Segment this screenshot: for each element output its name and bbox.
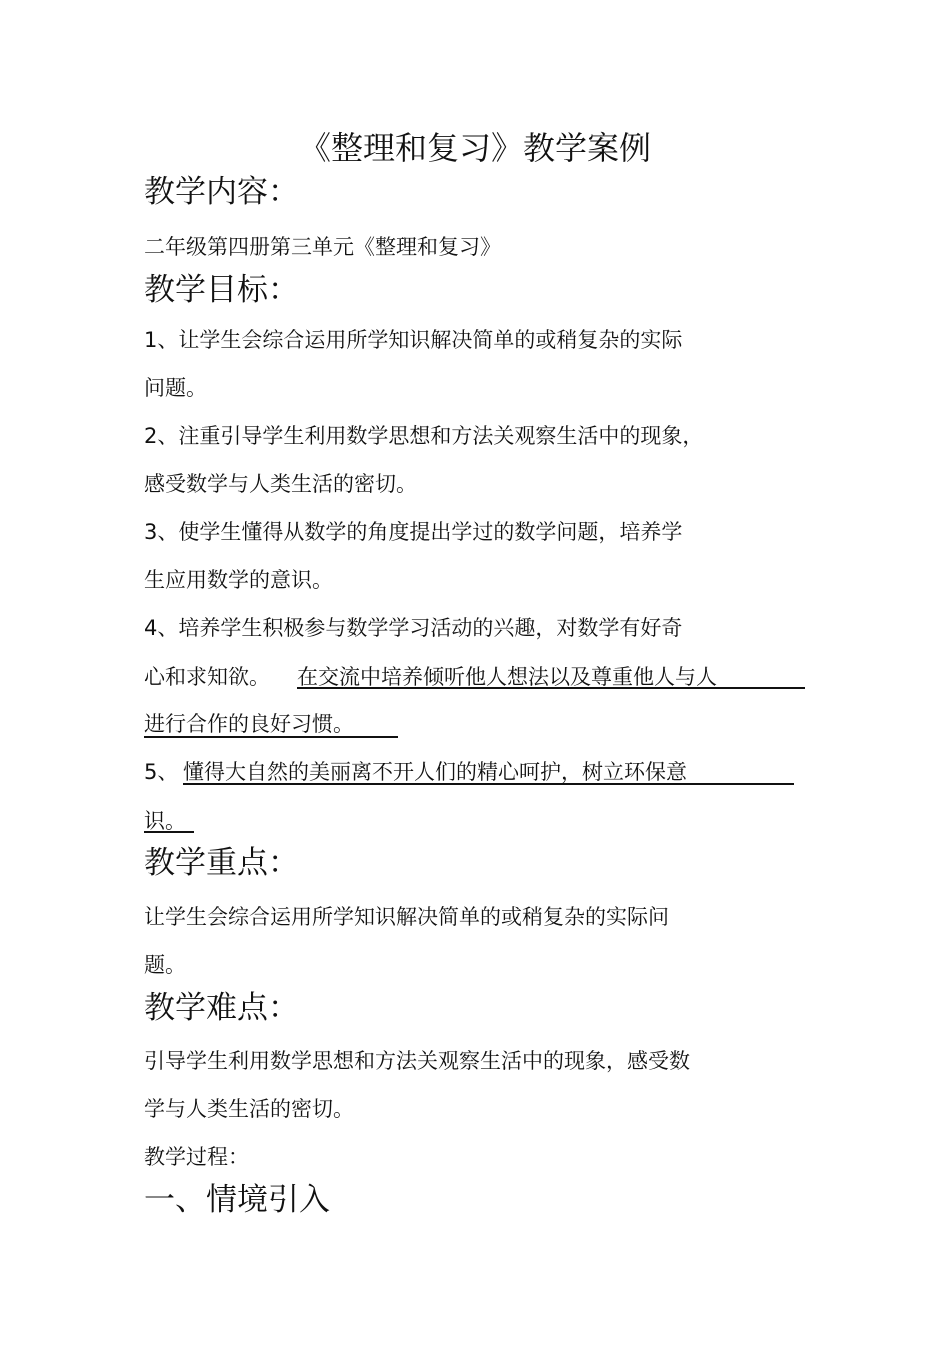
- key-points-line-1: 让学生会综合运用所学知识解决简单的或稍复杂的实际问: [144, 905, 669, 929]
- goal-4-line-2-underlined: 在交流中培养倾听他人想法以及尊重他人与人: [297, 665, 717, 689]
- underline-goal-5-line-2: [144, 831, 194, 833]
- goal-2-line-1: 2、注重引导学生利用数学思想和方法关观察生活中的现象，: [144, 424, 704, 448]
- goal-4-line-1: 4、培养学生积极参与数学学习活动的兴趣，对数学有好奇: [144, 616, 683, 640]
- process-label: 教学过程：: [144, 1145, 249, 1169]
- goal-5-line-1-underlined: 懂得大自然的美丽离不开人们的精心呵护，树立环保意: [183, 760, 687, 784]
- difficulties-line-2: 学与人类生活的密切。: [144, 1097, 354, 1121]
- goals-heading: 教学目标：: [144, 272, 299, 308]
- content-text: 二年级第四册第三单元《整理和复习》: [144, 235, 501, 259]
- underline-goal-4-line-3: [144, 736, 398, 738]
- difficulties-line-1: 引导学生利用数学思想和方法关观察生活中的现象，感受数: [144, 1049, 690, 1073]
- goal-1-line-2: 问题。: [144, 376, 207, 400]
- goal-4-line-3-underlined: 进行合作的良好习惯。: [144, 712, 354, 736]
- content-heading: 教学内容：: [144, 174, 299, 210]
- goal-4-line-2-plain: 心和求知欲。: [144, 665, 270, 689]
- key-points-line-2: 题。: [144, 953, 186, 977]
- process-step-1-heading: 一、情境引入: [144, 1182, 330, 1218]
- key-points-heading: 教学重点：: [144, 845, 299, 881]
- goal-1-line-1: 1、让学生会综合运用所学知识解决简单的或稍复杂的实际: [144, 328, 683, 352]
- difficulties-heading: 教学难点：: [144, 990, 299, 1026]
- goal-2-line-2: 感受数学与人类生活的密切。: [144, 472, 417, 496]
- goal-3-line-2: 生应用数学的意识。: [144, 568, 333, 592]
- goal-3-line-1: 3、使学生懂得从数学的角度提出学过的数学问题，培养学: [144, 520, 683, 544]
- underline-goal-5-line-1: [183, 783, 794, 785]
- underline-goal-4-line-2: [297, 687, 805, 689]
- goal-5-line-2-underlined: 识。: [144, 809, 186, 833]
- goal-5-prefix: 5、: [144, 760, 179, 784]
- document-title: 《整理和复习》教学案例: [298, 129, 651, 167]
